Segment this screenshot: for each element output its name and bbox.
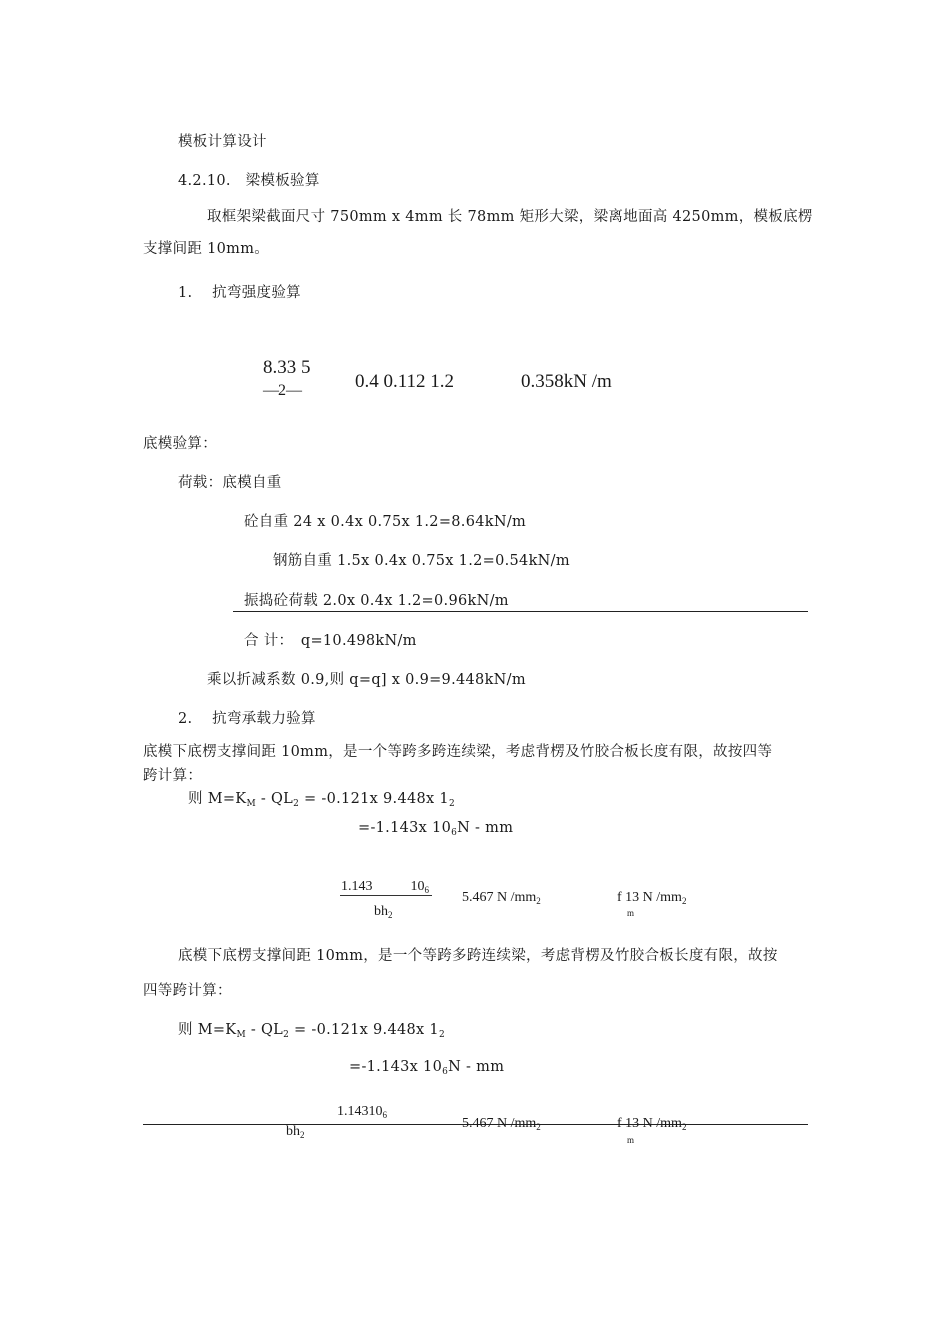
bottom-check-title: 底模验算： bbox=[143, 436, 217, 452]
frac-1-limit: f 13 N $/mm_2$ bbox=[617, 890, 687, 906]
item-1-title: 1. 抗弯强度验算 bbox=[178, 285, 301, 301]
frac-2-limit: f 13 N $/mm_2$ bbox=[617, 1116, 687, 1132]
load-concrete: 砼自重 24 x 0.4x 0.75x 1.2=8.64kN/m bbox=[244, 514, 527, 530]
frac-1-limit-sub: m bbox=[627, 908, 635, 918]
para-2-line-2: 四等跨计算： bbox=[143, 983, 232, 999]
para-1-line-2: 跨计算： bbox=[143, 768, 203, 784]
frac-2-limit-sub: m bbox=[627, 1135, 635, 1145]
moment-formula-1: 则 $M=K_M - QL_2 = -0.121x$ 9.448x $1_2$ bbox=[188, 791, 455, 809]
load-vibration: 振捣砼荷载 2.0x 0.4x 1.2=0.96kN/m bbox=[244, 593, 509, 609]
formula-1-result: 0.358kN /m bbox=[521, 371, 612, 392]
moment-result-1: =-1.143x $10_6N$ - mm bbox=[358, 820, 514, 838]
intro-line-2: 支撑间距 10mm。 bbox=[143, 241, 270, 257]
para-1-line-1: 底模下底楞支撑间距 10mm，是一个等跨多跨连续梁，考虑背楞及竹胶合板长度有限，故按四等 bbox=[143, 744, 773, 760]
intro-line-1: 取框架梁截面尺寸 750mm x 4mm 长 78mm 矩形大梁，梁离地面高 4250mm，模板底楞 bbox=[207, 209, 813, 225]
formula-1-middle: 0.4 0.112 1.2 bbox=[355, 371, 455, 392]
moment-result-2: =-1.143x $10_6N$ - mm bbox=[349, 1059, 505, 1077]
frac-2-denominator: $bh_2$ bbox=[286, 1124, 305, 1140]
sum-rule bbox=[233, 611, 808, 612]
frac-1-value: 5.467 N $/mm_2$ bbox=[462, 890, 541, 906]
formula-1-top: 8.33 5 bbox=[263, 357, 311, 378]
moment-formula-2: 则 $M=K_M - QL_2 = -0.121x$ 9.448x $1_2$ bbox=[178, 1022, 445, 1040]
load-total: 合 计： q=10.498kN/m bbox=[244, 633, 417, 649]
load-steel: 钢筋自重 1.5x 0.4x 0.75x 1.2=0.54kN/m bbox=[273, 553, 570, 569]
frac-2-value: 5.467 N $/mm_2$ bbox=[462, 1116, 541, 1132]
frac-1-denominator: $bh_2$ bbox=[374, 904, 393, 920]
section-title: 4.2.10. 梁模板验算 bbox=[178, 173, 320, 189]
load-title: 荷载：底模自重 bbox=[178, 475, 282, 491]
item-2-title: 2. 抗弯承载力验算 bbox=[178, 711, 316, 727]
formula-1-bottom: —2— bbox=[263, 382, 301, 399]
reduction: 乘以折减系数 0.9,则 q=q] x 0.9=9.448kN/m bbox=[207, 672, 526, 688]
frac-1-numerator: 1.143 $10_6$ bbox=[341, 879, 429, 895]
document-heading: 模板计算设计 bbox=[178, 134, 267, 150]
para-2-line-1: 底模下底楞支撑间距 10mm，是一个等跨多跨连续梁，考虑背楞及竹胶合板长度有限，故按 bbox=[178, 948, 778, 964]
frac-1-bar bbox=[340, 895, 432, 896]
frac-2-numerator: $1.14310_6$ bbox=[337, 1104, 387, 1120]
